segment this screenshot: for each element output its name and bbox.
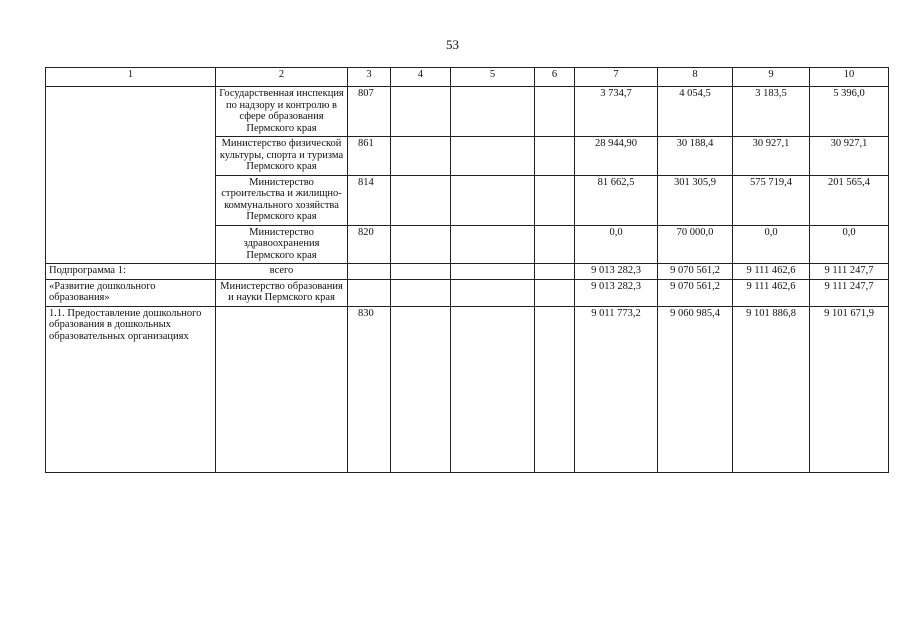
code-cell: 814	[348, 175, 391, 225]
header-cell: 10	[810, 68, 889, 87]
code-cell: 830	[348, 306, 391, 472]
code-cell	[348, 264, 391, 280]
agency-cell: Государственная инспекция по надзору и контролю в сфере образования Пермского края	[216, 87, 348, 137]
value-cell: 28 944,90	[575, 137, 658, 176]
table-row	[46, 87, 889, 137]
cell	[391, 175, 451, 225]
cell	[535, 175, 575, 225]
value-cell: 30 188,4	[658, 137, 733, 176]
agency-cell: Министерство здравоохранения Пермского края	[216, 225, 348, 264]
value-cell: 9 013 282,3	[575, 279, 658, 306]
cell	[391, 264, 451, 280]
cell	[451, 175, 535, 225]
header-cell: 2	[216, 68, 348, 87]
cell	[535, 137, 575, 176]
code-cell: 861	[348, 137, 391, 176]
agency-cell: Министерство физической культуры, спорта и туризма Пермского края	[216, 137, 348, 176]
value-cell: 70 000,0	[658, 225, 733, 264]
program-cell: «Развитие дошкольного образования»	[46, 279, 216, 306]
cell	[391, 279, 451, 306]
budget-table	[45, 67, 889, 473]
value-cell: 0,0	[733, 225, 810, 264]
value-cell: 9 111 462,6	[733, 279, 810, 306]
value-cell: 4 054,5	[658, 87, 733, 137]
cell	[535, 225, 575, 264]
header-cell: 7	[575, 68, 658, 87]
cell	[451, 137, 535, 176]
value-cell: 81 662,5	[575, 175, 658, 225]
value-cell: 301 305,9	[658, 175, 733, 225]
code-cell: 807	[348, 87, 391, 137]
value-cell: 0,0	[575, 225, 658, 264]
cell	[451, 264, 535, 280]
cell	[535, 279, 575, 306]
value-cell: 9 111 462,6	[733, 264, 810, 280]
agency-cell	[216, 306, 348, 472]
agency-cell: Министерство образования и науки Пермского края	[216, 279, 348, 306]
value-cell: 9 011 773,2	[575, 306, 658, 472]
header-cell: 9	[733, 68, 810, 87]
cell	[535, 264, 575, 280]
value-cell: 9 070 561,2	[658, 279, 733, 306]
header-cell: 8	[658, 68, 733, 87]
value-cell: 201 565,4	[810, 175, 889, 225]
code-cell: 820	[348, 225, 391, 264]
header-cell: 3	[348, 68, 391, 87]
cell	[451, 87, 535, 137]
header-cell: 6	[535, 68, 575, 87]
value-cell: 9 013 282,3	[575, 264, 658, 280]
value-cell: 575 719,4	[733, 175, 810, 225]
table-row	[46, 279, 889, 306]
value-cell: 9 111 247,7	[810, 264, 889, 280]
value-cell: 3 183,5	[733, 87, 810, 137]
header-cell: 4	[391, 68, 451, 87]
header-cell: 5	[451, 68, 535, 87]
cell	[451, 225, 535, 264]
program-cell: 1.1. Предоставление дошкольного образования в дошкольных образовательных организациях	[46, 306, 216, 472]
value-cell: 9 101 671,9	[810, 306, 889, 472]
header-row	[46, 68, 889, 87]
value-cell: 5 396,0	[810, 87, 889, 137]
value-cell: 9 070 561,2	[658, 264, 733, 280]
cell	[451, 306, 535, 472]
value-cell: 30 927,1	[810, 137, 889, 176]
cell	[451, 279, 535, 306]
cell	[391, 137, 451, 176]
cell	[391, 225, 451, 264]
program-cell	[46, 87, 216, 264]
cell	[535, 87, 575, 137]
agency-cell: всего	[216, 264, 348, 280]
value-cell: 0,0	[810, 225, 889, 264]
value-cell: 30 927,1	[733, 137, 810, 176]
value-cell: 9 060 985,4	[658, 306, 733, 472]
table-row	[46, 264, 889, 280]
value-cell: 9 111 247,7	[810, 279, 889, 306]
table-row	[46, 306, 889, 472]
value-cell: 9 101 886,8	[733, 306, 810, 472]
agency-cell: Министерство строительства и жилищно-коммунального хозяйства Пермского края	[216, 175, 348, 225]
cell	[391, 306, 451, 472]
value-cell: 3 734,7	[575, 87, 658, 137]
cell	[535, 306, 575, 472]
program-cell: Подпрограмма 1:	[46, 264, 216, 280]
cell	[391, 87, 451, 137]
page-number: 53	[446, 37, 459, 52]
code-cell	[348, 279, 391, 306]
header-cell: 1	[46, 68, 216, 87]
